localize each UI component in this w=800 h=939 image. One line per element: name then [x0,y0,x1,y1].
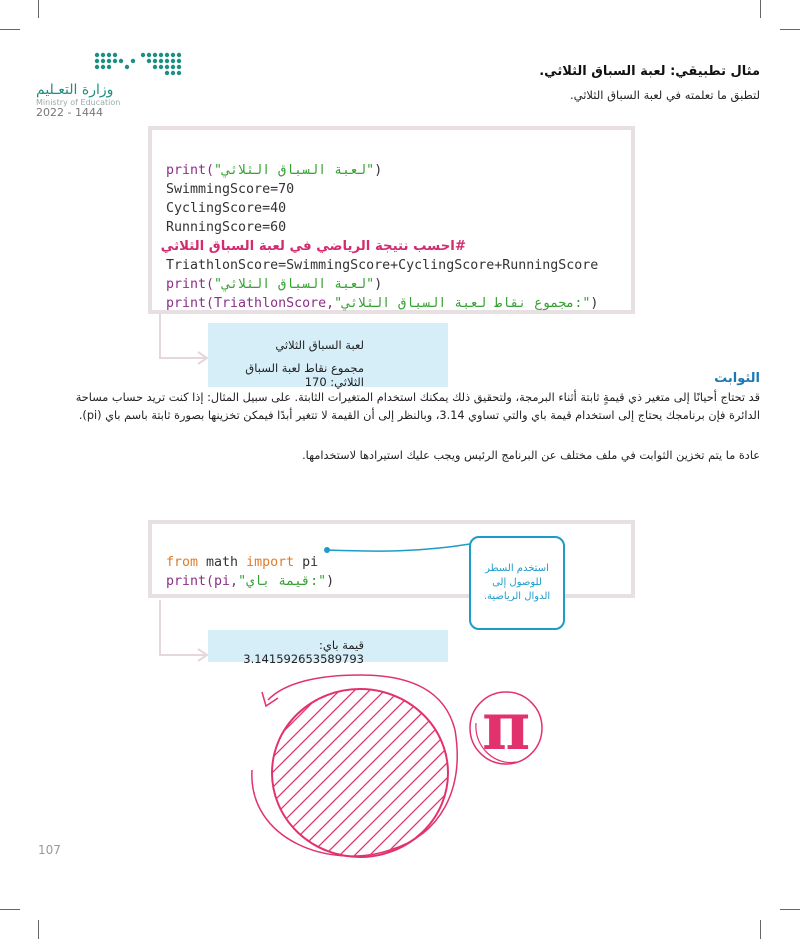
crop-mark-bottom-right [760,920,761,939]
code-name-pi: pi [294,555,319,570]
code-line-3: CyclingScore=40 [166,201,287,216]
code-keyword-import: import [246,555,295,570]
code-line-1 [166,161,598,180]
output-line-2: مجموع نقاط لعبة السباق الثلاثي: 170 [245,361,364,389]
code-string: "قيمة باي:" [238,574,327,589]
output-block-pi [208,630,448,666]
logo-english-text: Ministry of Education [36,98,121,107]
code-print-fn: print( [166,277,215,292]
logo-arabic-text: وزارة التعـليم [36,82,114,98]
code-print-fn: print(TriathlonScore, [166,296,335,311]
code-keyword-from: from [166,555,199,570]
code-comment: #احسب نتيجة الرياضي في لعبة السباق الثلاثي [160,239,466,254]
callout-text: استخدم السطر للوصول إلى الدوال الرياضية. [483,563,551,602]
crop-mark-bottom-right-h [780,909,800,910]
code-print-fn: print(pi, [166,574,239,589]
code-line-8 [166,294,598,313]
constants-paragraph-2: عادة ما يتم تخزين الثوابت في ملف مختلف عن البرنامج الرئيس ويجب عليك استيرادها لاستخدامها. [302,449,760,462]
code-line-6: TriathlonScore=SwimmingScore+CyclingScore+RunningScore [166,258,599,273]
code-print-fn: print( [166,163,215,178]
constants-paragraph: قد تحتاج أحيانًا إلى متغير ذي قيمةٍ ثابتة أثناء البرمجة، ولتحقيق ذلك يمكنك استخدام المتغيرات الثابتة. على سبيل المثال: إذا كنت تريد حساب مساحة الدائرة فإن برنامجك يحتاج إلى استخدام قيمة باي والتي تساوي 3.14، وبالنظر إلى أن القيمة لا تتغير أبدًا فيمكن تخزينها بصورة ثابتة باسم باي (pi). [75,391,760,422]
code-import-line [166,553,334,572]
section-title-constants: الثوابت [714,371,760,386]
crop-mark-left [0,29,20,30]
code-string: "لعبة السباق الثلاثي" [214,163,375,178]
code-block-triathlon [148,126,635,314]
crop-mark-bottom-left-h [0,909,20,910]
code-line-4: RunningScore=60 [166,220,287,235]
code-paren: ) [590,296,599,311]
code-line-7 [166,275,598,294]
code-line-2: SwimmingScore=70 [166,182,295,197]
hatched-circle-illustration [240,670,480,860]
example-heading: مثال تطبيقي: لعبة السباق الثلاثي. [539,64,760,79]
code-paren: ) [374,163,383,178]
example-subtitle: لتطبق ما تعلمته في لعبة السباق الثلاثي. [569,88,760,102]
ministry-logo-icon [93,51,185,77]
crop-mark-right [780,29,800,30]
output-block-triathlon [208,323,448,387]
code-print-pi-line [166,572,334,591]
code-line-5 [160,237,466,256]
code-module: math [198,555,247,570]
crop-mark-bottom-left [38,920,39,939]
crop-mark-top-right [760,0,761,18]
pi-symbol: π [482,687,531,765]
code-string: "لعبة السباق الثلاثي" [214,277,375,292]
page-number: 107 [38,843,61,857]
output-line-1: لعبة السباق الثلاثي [275,338,364,352]
callout-connector [320,540,472,560]
logo-year-text: 2022 - 1444 [36,106,103,119]
code-paren: ) [326,574,335,589]
code-string: "مجموع نقاط لعبة السباق الثلاثي:" [334,296,591,311]
code-paren: ) [374,277,383,292]
callout-note [469,536,565,630]
crop-mark-top-left [38,0,39,18]
output-pi-line: قيمة باي: 3.141592653589793 [243,638,364,666]
